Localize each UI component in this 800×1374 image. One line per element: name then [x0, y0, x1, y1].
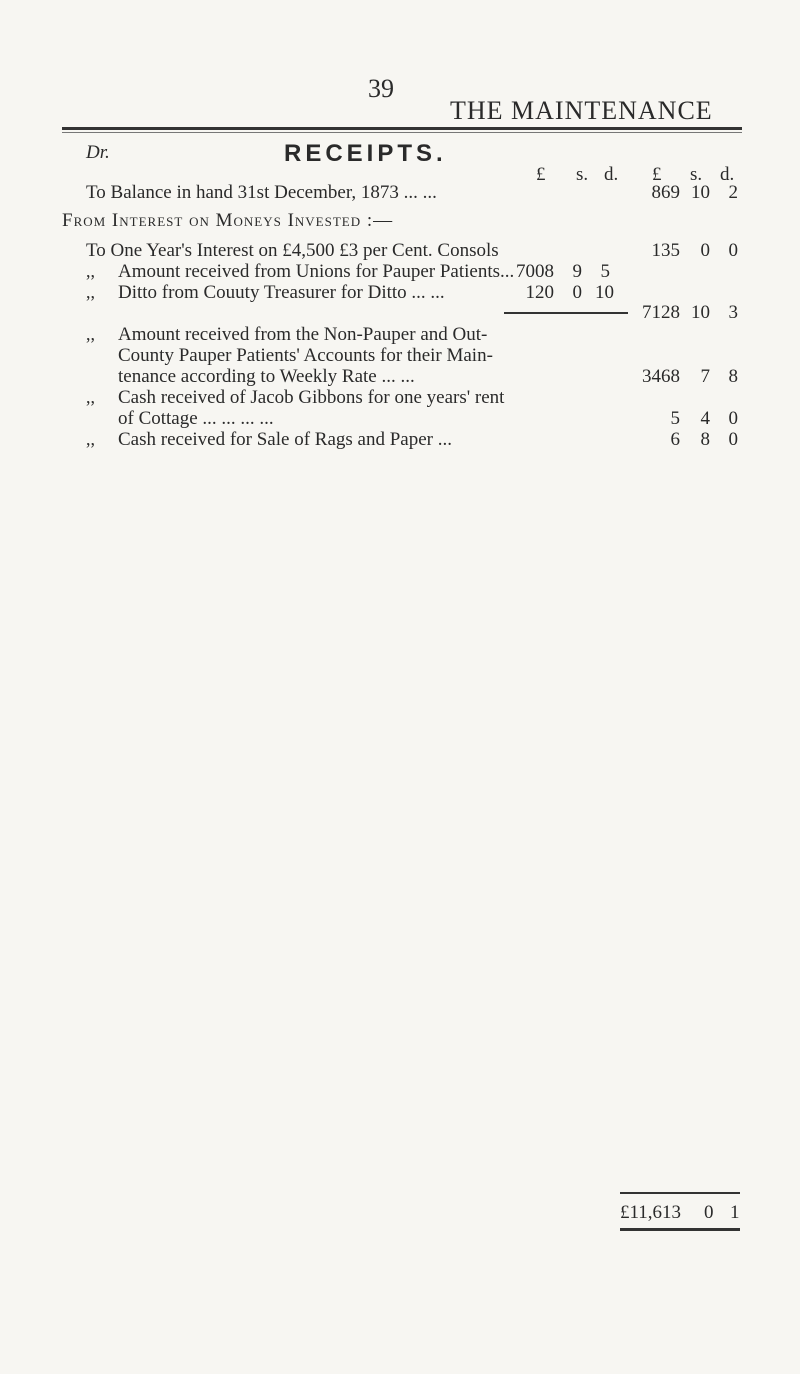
entry-balance-pounds: 869 — [651, 182, 680, 203]
entry-cottage-pounds: 5 — [670, 408, 680, 429]
entry-interest-text: To One Year's Interest on £4,500 £3 per Cent. Consols — [86, 240, 499, 261]
outer-shillings-header: s. — [690, 164, 703, 185]
grand-total-shillings: 0 — [704, 1202, 714, 1223]
header-rule — [62, 127, 742, 130]
entry-rags-pounds: 6 — [670, 429, 680, 450]
ditto-mark: ,, — [86, 387, 95, 407]
page-number: 39 — [368, 74, 394, 103]
subtotal-shillings: 10 — [691, 302, 710, 323]
grand-total-rule-top — [620, 1192, 740, 1194]
subtotal-pounds: 7128 — [642, 302, 680, 323]
entry-cottage-line: Cash received of Jacob Gibbons for one years' rent — [118, 387, 505, 408]
entry-nonpauper-shillings: 7 — [700, 366, 710, 387]
entry-cottage-shillings: 4 — [700, 408, 710, 429]
inner-shillings-header: s. — [576, 164, 589, 185]
entry-unions-shillings: 9 — [572, 261, 582, 282]
grand-total-pounds: £11,613 — [620, 1202, 682, 1223]
ditto-mark: ,, — [86, 429, 95, 449]
entry-rags-text: Cash received for Sale of Rags and Paper ... — [118, 429, 452, 450]
entry-rags-pence: 0 — [728, 429, 738, 450]
outer-pounds-header: £ — [652, 164, 662, 185]
entry-treasurer-pounds: 120 — [525, 282, 554, 303]
entry-treasurer-text: Ditto from Couuty Treasurer for Ditto ... ... — [118, 282, 445, 303]
grand-total-rule-bottom — [620, 1228, 740, 1231]
entry-nonpauper-line: tenance according to Weekly Rate ... ... — [118, 366, 415, 387]
entry-cottage-line: of Cottage ... ... ... ... — [118, 408, 274, 429]
inner-pence-header: d. — [604, 164, 619, 185]
entry-interest-pence: 0 — [728, 240, 738, 261]
entry-balance-text: To Balance in hand 31st December, 1873 ... ... — [86, 182, 437, 203]
section-title: RECEIPTS. — [284, 140, 447, 167]
entry-nonpauper-pounds: 3468 — [642, 366, 680, 387]
entry-unions-pounds: 7008 — [516, 261, 554, 282]
entry-rags-shillings: 8 — [700, 429, 710, 450]
entry-nonpauper-line: County Pauper Patients' Accounts for their Main- — [118, 345, 493, 366]
entry-nonpauper-line: Amount received from the Non-Pauper and Out- — [118, 324, 488, 345]
subtotal-pence: 3 — [728, 302, 738, 323]
entry-balance-pence: 2 — [728, 182, 738, 203]
interest-heading: From Interest on Moneys Invested :— — [62, 210, 394, 231]
entry-treasurer-shillings: 0 — [572, 282, 582, 303]
entry-balance-shillings: 10 — [691, 182, 710, 203]
ditto-mark: ,, — [86, 261, 95, 281]
entry-interest-pounds: 135 — [651, 240, 680, 261]
outer-pence-header: d. — [720, 164, 735, 185]
entry-unions-text: Amount received from Unions for Pauper Patients... — [118, 261, 515, 282]
header-rule-thin — [62, 132, 742, 133]
ditto-mark: ,, — [86, 282, 95, 302]
entry-treasurer-pence: 10 — [595, 282, 614, 303]
grand-total-pence: 1 — [730, 1202, 740, 1223]
subtotal-rule — [504, 312, 628, 314]
inner-pounds-header: £ — [536, 164, 546, 185]
ditto-mark: ,, — [86, 324, 95, 344]
entry-unions-pence: 5 — [600, 261, 610, 282]
debit-label: Dr. — [86, 142, 110, 163]
entry-nonpauper-pence: 8 — [728, 366, 738, 387]
entry-cottage-pence: 0 — [728, 408, 738, 429]
page-title: THE MAINTENANCE — [450, 96, 713, 125]
entry-interest-shillings: 0 — [700, 240, 710, 261]
